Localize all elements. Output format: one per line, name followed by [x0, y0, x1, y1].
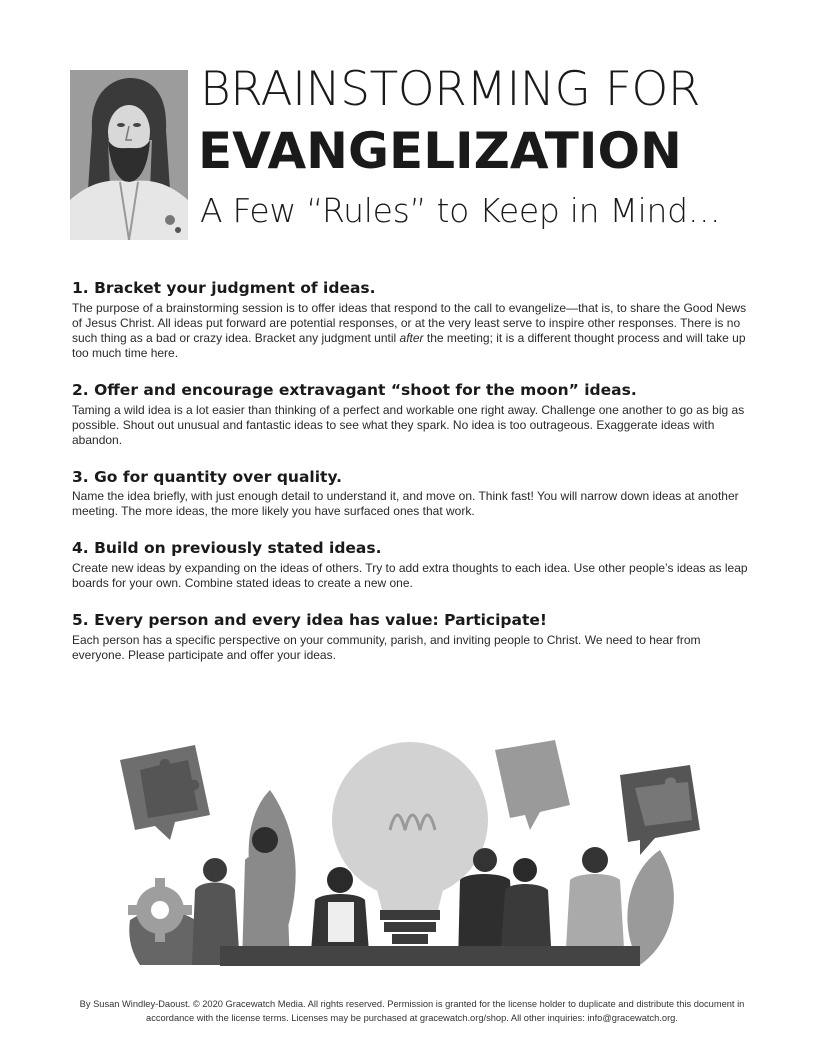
speech-bubble-center	[495, 740, 570, 830]
rule-heading: 2. Offer and encourage extravagant “shoot for the moon” ideas.	[72, 380, 637, 399]
rule-body-part: The purpose of a brainstorming session is to offer ideas that respond to the call to evangelize—that is, to share the Good News of Jesus Christ. All ideas put forward are potential responses, or at the very least serve to inspire other responses. There is no such thing as a bad or crazy idea. Bracket any judgment until	[72, 300, 747, 345]
rule-body-emphasis: after	[399, 330, 424, 345]
portrait-drawing	[70, 70, 188, 240]
rule-heading: 3. Go for quantity over quality.	[72, 467, 343, 486]
rule-body: Create new ideas by expanding on the ideas of others. Try to add extra thoughts to each idea. Use other people’s ideas as leap boards for your own. Combine stated ideas to create a new one.	[72, 561, 748, 591]
illustration-drawing	[100, 720, 720, 970]
rule-body: Name the idea briefly, with just enough detail to understand it, and move on. Think fast! You will narrow down ideas at another meeting. The more ideas, the more likely you have surfaced ones that work.	[72, 489, 739, 519]
rule-body: Taming a wild idea is a lot easier than thinking of a perfect and workable one right away. Challenge one another to go as big as possible. Shout out unusual and fantastic ideas to see what they spark. No idea is too outrageous. Exaggerate ideas with abandon.	[72, 402, 745, 447]
rule-body: Each person has a specific perspective on your community, parish, and inviting people to Christ. We need to hear from everyone. Please participate and offer your ideas.	[72, 633, 701, 663]
rule-body-part: the meeting; it is a different thought process and will take up too much time here.	[72, 330, 746, 360]
table	[220, 946, 640, 966]
portrait-image	[70, 70, 188, 240]
title-line-2: EVANGELIZATION	[198, 122, 682, 180]
rule-3	[72, 469, 752, 520]
footer-copyright: By Susan Windley-Daoust. © 2020 Gracewatch Media. All rights reserved. Permission is granted for the license holder to duplicate and distribute this document in accordance with the license terms. Licenses may be purchased at gracewatch.org/shop. All other inquiries: info@gracewatch.org.	[79, 999, 745, 1023]
rule-heading: 5. Every person and every idea has value: Participate!	[72, 611, 547, 630]
rule-body	[72, 301, 752, 361]
rule-1	[72, 280, 752, 361]
rule-2	[72, 382, 752, 448]
subtitle: A Few “Rules” to Keep in Mind…	[200, 191, 721, 230]
title-line-1: BRAINSTORMING FOR	[200, 62, 701, 117]
rules-list	[72, 280, 752, 684]
brainstorm-illustration	[100, 720, 720, 970]
rule-5	[72, 612, 752, 663]
rule-heading: 4. Build on previously stated ideas.	[72, 539, 382, 558]
rule-heading: 1. Bracket your judgment of ideas.	[72, 279, 376, 297]
rule-4	[72, 540, 752, 591]
